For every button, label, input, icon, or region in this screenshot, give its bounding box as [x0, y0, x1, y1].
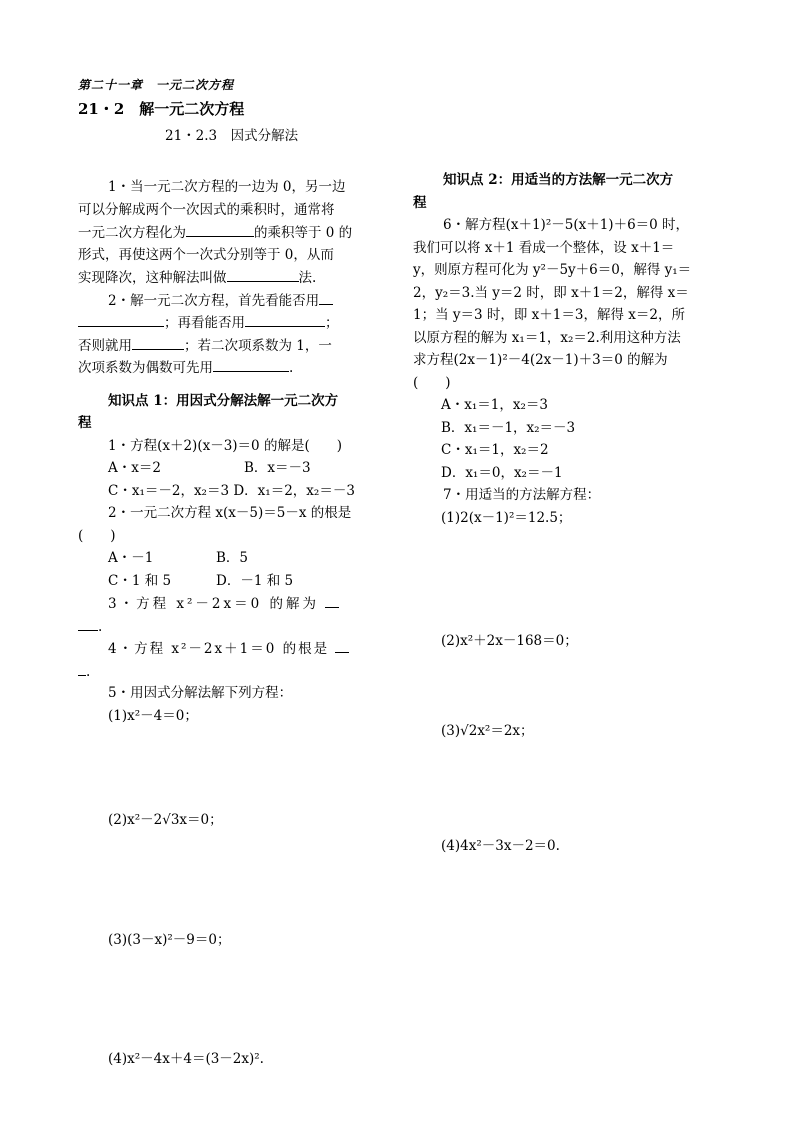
question-1	[78, 176, 380, 289]
fill-blank[interactable]	[319, 289, 333, 305]
q7-part-3: (3)√2x²＝2x；	[441, 722, 534, 739]
q6-option-b[interactable]: B．x₁＝－1，x₂＝－3	[441, 419, 576, 436]
knowledge-point-1-heading: 知识点 1：用因式分解法解一元二次方	[108, 392, 339, 409]
fill-blank[interactable]	[132, 334, 184, 350]
right-column	[413, 169, 723, 858]
mc2-option-d[interactable]: D．－1 和 5	[216, 572, 294, 589]
q5-part-4: (4)x²－4x＋4＝(3－2x)².	[108, 1051, 264, 1067]
answer-space[interactable]	[78, 951, 380, 1048]
fill-blank[interactable]	[335, 637, 349, 653]
mc1-option-b[interactable]: B．x＝－3	[244, 460, 311, 476]
mc1-stem: 1・方程(x＋2)(x－3)＝0 的解是( )	[108, 437, 342, 454]
knowledge-point-2-heading: 知识点 2：用适当的方法解一元二次方	[443, 172, 674, 188]
q6-line: 求方程(2x－1)²－4(2x－1)＋3＝0 的解为	[413, 352, 668, 368]
mc1-option-a[interactable]: A・x＝2	[108, 460, 161, 476]
q6-line: 2，y₂＝3.当 y＝2 时，即 x＋1＝2，解得 x＝	[413, 284, 689, 301]
mc2-option-c[interactable]: C・1 和 5	[108, 572, 172, 589]
question-6	[413, 214, 723, 484]
q1-line: 1・当一元二次方程的一边为 0，另一边	[108, 179, 346, 195]
q3-text: .	[98, 618, 103, 635]
q6-line: 1；当 y＝3 时，即 x＋1＝3，解得 x＝2，所	[413, 307, 685, 323]
q6-option-c[interactable]: C・x₁＝1，x₂＝2	[441, 442, 549, 458]
q4-text: 4・方程 x²－2x＋1＝0 的根是	[108, 641, 330, 657]
q2-text: ；	[325, 315, 339, 331]
left-column	[78, 176, 380, 1071]
knowledge-point-2-heading: 程	[413, 194, 427, 211]
answer-space[interactable]	[413, 529, 723, 630]
q5-stem: 5・用因式分解法解下列方程：	[108, 685, 293, 701]
q2-text: ；再看能否用	[164, 315, 245, 331]
fill-blank[interactable]	[78, 311, 164, 327]
q1-line: 可以分解成两个一次因式的乘积时，通常将	[78, 201, 335, 218]
fill-blank[interactable]	[186, 221, 254, 237]
q1-text: 的乘积等于 0 的	[254, 225, 353, 241]
answer-space[interactable]	[78, 832, 380, 929]
mc2-option-a[interactable]: A・－1	[108, 550, 154, 566]
fill-blank[interactable]	[78, 660, 86, 676]
answer-space[interactable]	[413, 653, 723, 720]
q3-text: 3・方程 x²－2x＝0 的解为	[108, 596, 319, 612]
q6-line: 我们可以将 x＋1 看成一个整体，设 x＋1＝	[413, 239, 675, 256]
q2-text: 否则就用	[78, 337, 132, 354]
q6-line: 6・解方程(x＋1)²－5(x＋1)＋6＝0 时，	[443, 217, 690, 233]
q5-part-1: (1)x²－4＝0；	[108, 707, 198, 724]
answer-space[interactable]	[413, 742, 723, 835]
q6-option-a[interactable]: A・x₁＝1，x₂＝3	[441, 397, 548, 413]
subsection-title: 21・2.3 因式分解法	[165, 128, 299, 144]
q6-option-d[interactable]: D．x₁＝0，x₂＝－1	[441, 464, 563, 481]
mc2-stem: ( )	[78, 527, 116, 544]
mc2-option-b[interactable]: B．5	[216, 550, 249, 566]
q2-text: .	[289, 360, 294, 376]
q7-part-4: (4)4x²－3x－2＝0.	[441, 838, 560, 854]
fill-blank[interactable]	[245, 311, 325, 327]
mc1-option-cd[interactable]: C・x₁＝－2，x₂＝3 D．x₁＝2，x₂＝－3	[108, 482, 355, 499]
question-2	[78, 289, 380, 379]
knowledge-point-1-heading: 程	[78, 415, 92, 431]
chapter-title: 第二十一章 一元二次方程	[78, 78, 235, 92]
answer-space[interactable]	[78, 727, 380, 809]
q6-line: ( )	[413, 374, 451, 391]
q1-text: 实现降次，这种解法叫做	[78, 270, 227, 286]
mc2-stem: 2・一元二次方程 x(x－5)＝5－x 的根是	[108, 505, 352, 521]
q6-line: 以原方程的解为 x₁＝1，x₂＝2.利用这种方法	[413, 329, 681, 346]
fill-blank[interactable]	[213, 356, 289, 372]
fill-blank[interactable]	[325, 592, 339, 608]
q4-text: .	[86, 663, 91, 680]
q1-line: 形式，再使这两个一次式分别等于 0，从而	[78, 246, 334, 263]
q5-part-3: (3)(3－x)²－9＝0；	[108, 931, 231, 948]
q2-text: 2・解一元二次方程，首先看能否用	[108, 292, 320, 309]
q1-text: 一元二次方程化为	[78, 225, 186, 241]
q2-text: 次项系数为偶数可先用	[78, 360, 213, 376]
section-title: 21・2 解一元二次方程	[78, 100, 245, 118]
fill-blank[interactable]	[227, 266, 299, 282]
q7-stem: 7・用适当的方法解方程：	[443, 487, 601, 503]
q7-part-1: (1)2(x－1)²＝12.5；	[441, 509, 572, 526]
fill-blank[interactable]	[78, 615, 98, 631]
q2-text: ；若二次项系数为 1，一	[184, 337, 332, 354]
q7-part-2: (2)x²＋2x－168＝0；	[441, 633, 578, 649]
q1-text: 法.	[298, 270, 317, 286]
q6-line: y，则原方程可化为 y²－5y＋6＝0，解得 y₁＝	[413, 262, 692, 278]
q5-part-2: (2)x²－2√3x＝0；	[108, 812, 223, 828]
